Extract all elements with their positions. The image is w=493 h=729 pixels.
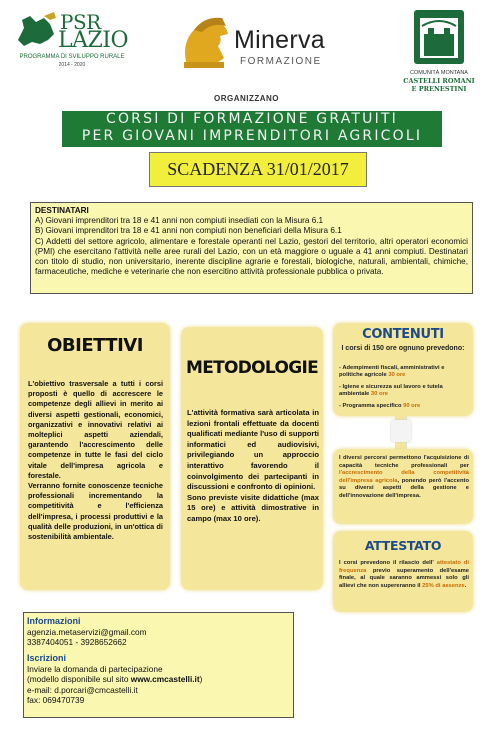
obiettivi-paragraph-1: L'obiettivo trasversale a tutti i corsi proposti è quello di accrescere le competenze degli allievi in merito ai diversi aspetti gestionali, economici, organizzativi e innovativi relativi ai molteplici aspetti aziendali, garantendo l'accrescimento delle competenze in tutte le fasi del ciclo vitale dell'impresa agricola e forestale. [28,379,163,480]
iscrizioni-fax: fax: 069470739 [27,695,85,706]
percorsi-highlight: l'accrescimento della competitività dell'impresa agricola [339,470,469,484]
comunita-montana-logo [400,8,478,92]
info-phones: 3387404051 - 3928652662 [27,637,127,648]
metodologie-title: METODOLOGIE [185,358,318,378]
attestato-title: ATTESTATO [364,538,442,553]
iscrizioni-title: Iscrizioni [27,652,67,663]
minerva-name: Minerva [234,26,326,54]
minerva-helmet-icon [176,12,232,72]
metodologie-paragraph-2: Sono previste visite didattiche (max 15 ore) e attività dimostrative in campo (max 10 ore). [187,492,319,523]
attestato-highlight-1: attestato di frequenza [339,560,470,574]
course-title-banner [62,111,442,147]
attestato-text-a: I corsi prevedono il rilascio dell' [339,560,437,566]
contenuti-item-hours: 90 ore [403,402,421,409]
contenuti-intro: I corsi di 150 ore ognuno prevedono: [341,345,465,352]
destinatari-item-b: B) Giovani imprenditori tra 18 e 41 anni non compiuti non beneficiari della Misura 6.1 [35,226,342,236]
attestato-text-c: . [464,582,467,589]
iscrizioni-line-2-b: ) [199,674,203,685]
lazio-region-icon [14,10,58,50]
percorsi-panel [333,449,473,524]
psr-years: 2014 - 2020 [58,62,86,68]
attestato-text [339,560,469,590]
informazioni-title: Informazioni [27,616,81,626]
percorsi-text-a: I diversi percorsi permettono l'acquisizione di capacità tecniche professionali per [339,455,469,469]
destinatari-title: DESTINATARI [35,206,89,215]
obiettivi-text [28,379,163,542]
iscrizioni-email[interactable]: e-mail: d.porcari@cmcastelli.it [27,684,138,695]
organizzano-label: ORGANIZZANO [213,94,280,103]
contenuti-item-hours: 30 ore [388,372,406,379]
info-box [23,612,294,718]
percorsi-text-b: , ponendo però l'accento su diversi aspetti della gestione e dell'innovazione dell'impresa. [339,477,469,499]
destinatari-item-a: A) Giovani imprenditori tra 18 e 41 anni non compiuti insediati con la Misura 6.1 [35,216,324,226]
contenuti-item-hours: 30 ore [370,391,389,398]
connector-clip [391,420,411,442]
contenuti-list [339,365,469,414]
contenuti-panel [333,323,473,416]
obiettivi-title: OBIETTIVI [47,335,143,356]
deadline-badge: SCADENZA 31/01/2017 [149,152,367,187]
banner-line-1: CORSI DI FORMAZIONE GRATUITI [105,111,399,127]
obiettivi-panel [20,323,170,590]
contenuti-title: CONTENUTI [362,327,444,342]
metodologie-panel [181,327,323,590]
comunita-line1: COMUNITÀ MONTANA [410,70,468,76]
psr-subtitle: PROGRAMMA DI SVILUPPO RURALE [19,54,125,60]
destinatari-item-c: C) Addetti del settore agricolo, alimentare e forestale operanti nel Lazio, gestori del territorio, altri operatori economici (PMI) che esercitano l'attività nelle aree rurali del Lazio, con un età maggiore o uguale a 41 anni compiuti. Destinatari con titolo di studio, non universitario, inerente discipline agrarie e forestali, biologiche, naturali, ambientali, chimiche, farmaceutiche, mediche e veterinarie che non esercitino attività professionale pubblica o privata. [35,236,468,277]
lazio-title: LAZIO [58,28,129,53]
list-item [339,403,469,410]
list-item [339,384,469,399]
attestato-highlight-2: 25% di assenze [422,582,465,589]
minerva-logo [176,12,344,74]
psr-lazio-logo [14,8,129,72]
percorsi-text [339,455,469,501]
list-item [339,365,469,380]
metodologie-paragraph-1: L'attività formativa sarà articolata in lezioni frontali effettuate da docenti qualificati mediante l'uso di supporti informatici ed audiovisivi, privilegiando un approccio interattivo favorendo il coinvolgimento dei partecipanti in discussioni e confronto di opinioni. [187,408,319,492]
attestato-panel [333,531,473,612]
psr-title: PSR [60,10,101,34]
castle-emblem-icon [400,8,478,68]
destinatari-box [30,202,473,294]
iscrizioni-line-2 [27,674,290,684]
comunita-line2: CASTELLI ROMANI [403,77,475,85]
iscrizioni-line-1: Inviare la domanda di partecipazione [27,663,163,674]
metodologie-text [187,408,319,525]
banner-line-2: PER GIOVANI IMPRENDITORI AGRICOLI [81,128,423,144]
minerva-subtitle: FORMAZIONE [240,56,322,67]
comunita-line3: E PRENESTINI [411,85,467,93]
attestato-text-b: previo superamento dell'esame finale, al quale saranno ammessi solo gli allievi che non supereranno il [339,567,469,589]
contenuti-item-text: - Adempimenti fiscali, amministrativi e politiche agricole [339,365,445,379]
website-link[interactable]: www.cmcastelli.it [130,674,200,685]
contenuti-item-text: - Programma specifico [339,402,402,409]
info-email[interactable]: agenzia.metaservizi@gmail.com [27,627,147,637]
iscrizioni-line-2-a: (modello disponibile sul sito [27,674,131,685]
contenuti-item-text: - Igiene e sicurezza sul lavoro e tutela ambientale [339,383,443,398]
obiettivi-paragraph-2: Verranno fornite conoscenze tecniche professionali incrementando la competitività e l'efficienza dell'impresa, i processi produttivi e la qualità delle produzioni, in un'ottica di sostenibilità ambientale. [28,481,163,542]
